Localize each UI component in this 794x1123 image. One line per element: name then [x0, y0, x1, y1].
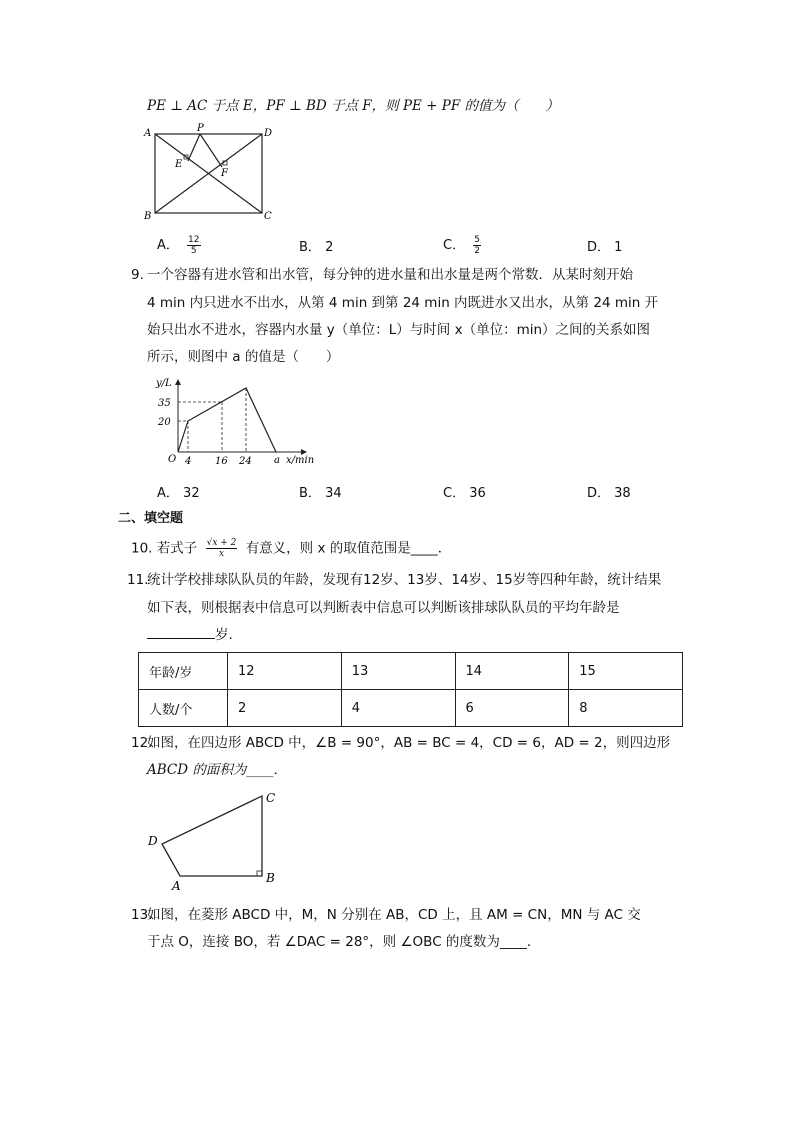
q9-line-4: 所示，则图中 a 的值是（ ）	[147, 349, 340, 365]
q9-ylabel: y/L	[156, 378, 172, 389]
table-cell: 2	[228, 690, 342, 727]
q12-label-d: D	[148, 834, 158, 848]
q8-option-c: C． $\frac{5}{2}$	[443, 235, 480, 256]
q12-label-c: C	[266, 791, 276, 805]
q9-tick-24: 24	[239, 456, 252, 467]
table-row	[139, 653, 683, 690]
q8-stem-tail: PE ⊥ AC 于点 E，PF ⊥ BD 于点 F，则 PE + PF 的值为（ ）	[147, 98, 560, 114]
q9-origin: O	[168, 454, 177, 465]
section-title-fill-in: 二、填空题	[118, 511, 184, 526]
q9-tick-4: 4	[185, 456, 192, 467]
q9-tick-16: 16	[215, 456, 228, 467]
q9-line-3: 始只出水不进水，容器内水量 y（单位：L）与时间 x（单位：min）之间的关系如图	[147, 322, 651, 338]
q9-tick-35: 35	[158, 398, 171, 409]
q13-line-2: 于点 O，连接 BO，若 ∠DAC = 28°，则 ∠OBC 的度数为____．	[147, 934, 541, 950]
q9-option-d: D． 38	[587, 486, 631, 501]
q12-label-a: A	[172, 879, 181, 893]
q12-line-2: ABCD 的面积为____．	[147, 762, 287, 778]
q8-label-a: A	[144, 128, 152, 139]
table-cell: 4	[341, 690, 455, 727]
q8-label-e: E	[175, 159, 183, 170]
q8-option-a: A． $\frac{12}{5}$	[157, 235, 200, 256]
q9-xlabel: x/min	[286, 455, 315, 466]
q12-quadrilateral-figure	[140, 786, 290, 896]
q8-option-b: B． 2	[299, 240, 334, 255]
table-cell: 年龄/岁	[139, 653, 228, 690]
q11-age-table	[138, 652, 683, 727]
table-cell: 6	[455, 690, 569, 727]
q11-answer-blank[interactable]	[147, 638, 215, 639]
q11-line-3: 岁.	[147, 625, 233, 645]
table-cell: 15	[569, 653, 683, 690]
q9-number: 9.	[131, 267, 144, 283]
q8-label-c: C	[264, 211, 272, 222]
q11-line-1: 统计学校排球队队员的年龄，发现有12岁、13岁、14岁、15岁等四种年龄，统计结果	[147, 572, 662, 588]
table-cell: 人数/个	[139, 690, 228, 727]
q9-tick-20: 20	[158, 417, 171, 428]
q13-number: 13.	[131, 907, 153, 923]
table-cell: 8	[569, 690, 683, 727]
q12-label-b: B	[266, 871, 275, 885]
q9-line-1: 一个容器有进水管和出水管，每分钟的进水量和出水量是两个常数．从某时刻开始	[147, 267, 633, 283]
q11-number: 11.	[127, 572, 149, 588]
q12-number: 12.	[131, 735, 153, 751]
q8-option-d: D． 1	[587, 240, 623, 255]
q9-option-c: C． 36	[443, 486, 486, 501]
q12-line-1: 如图，在四边形 ABCD 中，∠B = 90°，AB = BC = 4，CD = 6，AD = 2，则四边形	[147, 735, 671, 751]
q8-label-f: F	[221, 168, 228, 179]
q10: 10. 若式子 $\frac{√x + 2}{x}$ 有意义，则 x 的取值范围是____．	[131, 538, 452, 559]
q9-water-chart	[150, 374, 320, 470]
table-cell: 14	[455, 653, 569, 690]
q9-line-2: 4 min 内只进水不出水，从第 4 min 到第 24 min 内既进水又出水，从第 24 min 开	[147, 295, 659, 311]
q9-option-a: A． 32	[157, 486, 200, 501]
q9-tick-a: a	[274, 455, 280, 466]
table-cell: 13	[341, 653, 455, 690]
q8-label-p: P	[197, 123, 204, 134]
q8-rectangle-figure	[140, 122, 280, 224]
q11-line-2: 如下表，则根据表中信息可以判断表中信息可以判断该排球队队员的平均年龄是	[147, 600, 620, 616]
table-cell: 12	[228, 653, 342, 690]
q9-volume-line	[178, 388, 276, 452]
q8-label-b: B	[144, 211, 152, 222]
table-row	[139, 690, 683, 727]
q13-line-1: 如图，在菱形 ABCD 中，M，N 分别在 AB，CD 上，且 AM = CN，MN 与 AC 交	[147, 907, 641, 923]
q9-option-b: B． 34	[299, 486, 342, 501]
q8-label-d: D	[264, 128, 273, 139]
